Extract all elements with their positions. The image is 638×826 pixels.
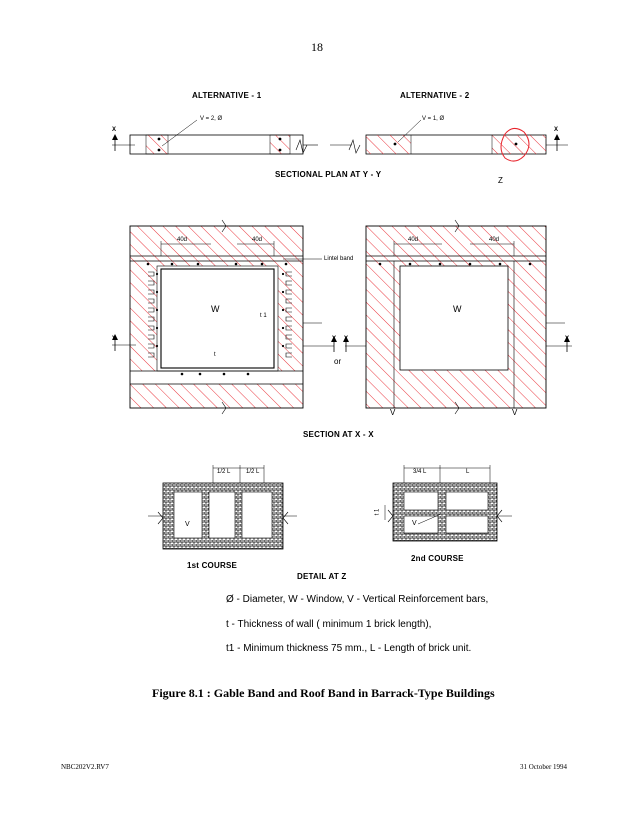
section-right [343,220,572,414]
footer-left: NBC202V2.RV7 [61,763,109,771]
dim-40d-right-2: 40d [489,237,500,243]
plan-alt2 [330,120,568,161]
v-label-section-right: V [512,408,518,417]
dim-40d-left-2: 40d [252,237,263,243]
dim-40d-right-1: 40d [408,237,419,243]
sectional-plan-title: SECTIONAL PLAN AT Y - Y [275,170,382,179]
v-label-alt1: V = 2, Ø [200,116,223,122]
v-label-second-course: V [412,520,417,527]
half-l-label-2: 1/2 L [246,469,260,475]
lintel-band-label: Lintel band [324,256,354,262]
y-mark-4: Y [565,336,570,342]
window-label-left: W [211,304,220,314]
or-label: or [334,357,342,366]
t1-label-section: t 1 [260,313,267,319]
window-label-right: W [453,304,462,314]
legend-line-2: t - Thickness of wall ( minimum 1 brick length), [226,619,432,630]
x-mark-right: X [554,127,559,133]
alternative-2-label: ALTERNATIVE - 2 [400,91,470,100]
footer-right: 31 October 1994 [520,763,568,771]
x-mark-left: X [112,127,117,133]
detail-second-course [385,465,512,541]
section-left [112,220,337,414]
alternative-1-label: ALTERNATIVE - 1 [192,91,262,100]
figure-caption: Figure 8.1 : Gable Band and Roof Band in Barrack-Type Buildings [152,686,495,700]
first-course-label: 1st COURSE [187,561,238,570]
legend-line-3: t1 - Minimum thickness 75 mm., L - Length of brick unit. [226,643,472,654]
dim-40d-left-1: 40d [177,237,188,243]
plan-alt1 [112,120,318,154]
t-label-section: t [214,352,216,358]
half-l-label-1: 1/2 L [217,469,231,475]
section-title: SECTION AT X - X [303,430,374,439]
page-number: 18 [311,40,323,54]
v-label-first-course: V [185,521,190,528]
three-quarter-l-label: 3/4 L [413,469,427,475]
legend-line-1: Ø - Diameter, W - Window, V - Vertical Reinforcement bars, [226,594,489,605]
detail-title: DETAIL AT Z [297,572,347,581]
t1-label-detail: t 1 [374,508,381,516]
l-label: L [466,469,470,475]
y-mark-2: Y [332,336,337,342]
y-mark-1: Y [112,336,117,342]
v-label-alt2: V = 1, Ø [422,116,445,122]
second-course-label: 2nd COURSE [411,554,464,563]
detail-first-course [148,465,297,549]
v-label-section-left: V [390,408,396,417]
y-mark-3: Y [344,336,349,342]
z-mark: Z [498,176,503,185]
